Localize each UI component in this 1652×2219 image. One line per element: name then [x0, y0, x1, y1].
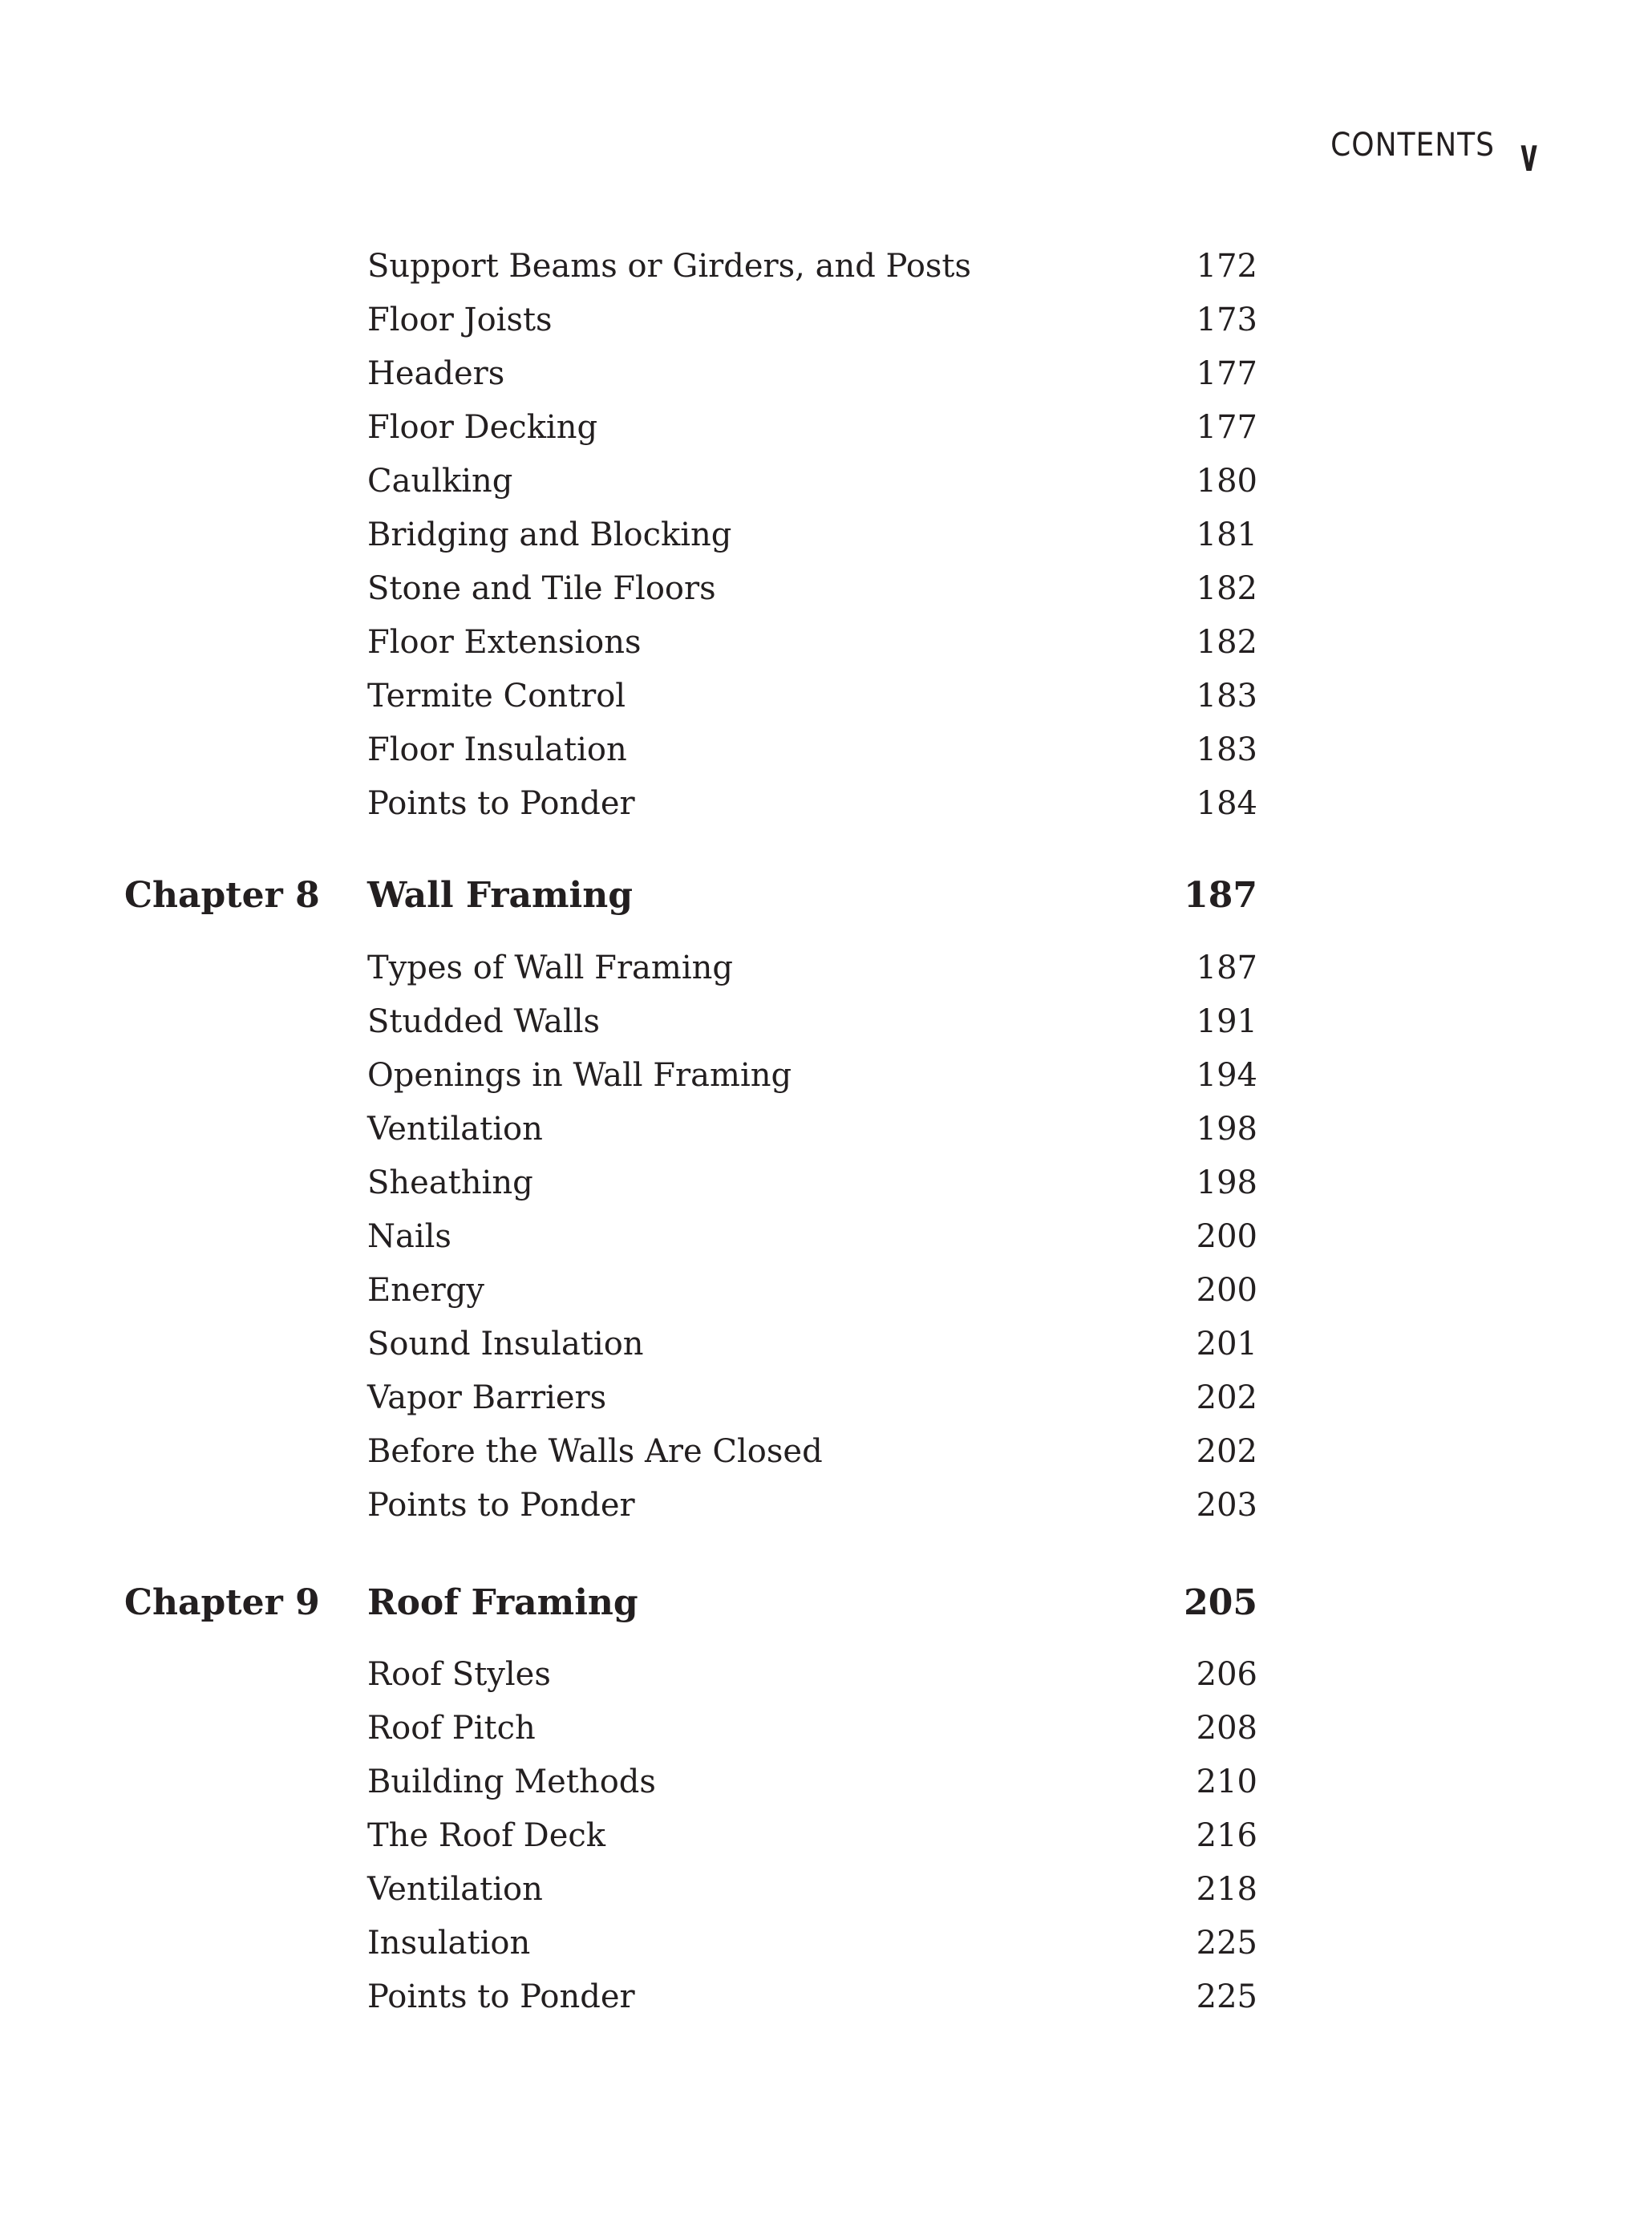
toc-entry-page: 187 — [1196, 950, 1257, 986]
toc-entry[interactable] — [367, 304, 1257, 336]
toc-entry[interactable] — [367, 1925, 1257, 1962]
toc-entry-title: Types of Wall Framing — [367, 950, 733, 986]
toc-entry-title: Floor Insulation — [367, 731, 627, 768]
toc-entry[interactable] — [367, 570, 1257, 607]
toc-entry-page: 177 — [1196, 355, 1257, 392]
toc-entry[interactable] — [367, 731, 1257, 768]
toc-entry[interactable] — [367, 1057, 1257, 1094]
toc-entry[interactable] — [367, 1487, 1257, 1524]
toc-entry[interactable] — [367, 1272, 1257, 1309]
toc-entry-title: Roof Styles — [367, 1656, 551, 1693]
toc-entry-page: 225 — [1196, 1978, 1257, 2015]
toc-entry-page: 218 — [1196, 1871, 1257, 1908]
toc-entry-page: 200 — [1196, 1272, 1257, 1309]
toc-entry-page: 198 — [1196, 1111, 1257, 1148]
toc-entry[interactable] — [367, 1379, 1257, 1416]
toc-entry[interactable] — [367, 1978, 1257, 2015]
toc-entry-page: 202 — [1196, 1433, 1257, 1470]
chapter-page: 187 — [1184, 875, 1257, 916]
toc-entry-page: 198 — [1196, 1164, 1257, 1201]
toc-entry-page: 225 — [1196, 1925, 1257, 1962]
toc-entry[interactable] — [367, 1658, 1257, 1691]
toc-entry[interactable] — [367, 463, 1257, 500]
toc-entry-title: Floor Decking — [367, 409, 598, 446]
toc-entry-page: 184 — [1196, 785, 1257, 822]
toc-entry[interactable] — [367, 1435, 1257, 1468]
toc-entry-page: 182 — [1196, 624, 1257, 661]
chapter-label: Chapter 8 — [124, 875, 320, 916]
toc-entry[interactable] — [367, 1218, 1257, 1255]
toc-entry-title: Vapor Barriers — [367, 1379, 607, 1416]
toc-entry-page: 216 — [1196, 1817, 1257, 1854]
toc-entry-page: 194 — [1196, 1057, 1257, 1094]
toc-entry-title: Points to Ponder — [367, 1487, 635, 1524]
toc-entry-page: 210 — [1196, 1763, 1257, 1800]
toc-entry-page: 206 — [1196, 1656, 1257, 1693]
chapter-heading-8[interactable] — [124, 875, 1257, 916]
toc-entry-page: 177 — [1196, 409, 1257, 446]
chapter-page: 205 — [1184, 1582, 1257, 1623]
toc-entry[interactable] — [367, 1003, 1257, 1040]
toc-entry-title: Sound Insulation — [367, 1326, 644, 1363]
toc-entry[interactable] — [367, 409, 1257, 446]
toc-entry-page: 173 — [1196, 302, 1257, 338]
toc-entry[interactable] — [367, 248, 1257, 285]
toc-entry[interactable] — [367, 785, 1257, 822]
toc-entry[interactable] — [367, 516, 1257, 553]
chapter-label: Chapter 9 — [124, 1582, 320, 1623]
toc-entry-title: Ventilation — [367, 1871, 543, 1908]
toc-entry-title: Points to Ponder — [367, 1978, 635, 2015]
toc-entry-page: 183 — [1196, 678, 1257, 715]
chapter-title: Roof Framing — [367, 1582, 638, 1623]
toc-entry-title: Energy — [367, 1272, 484, 1309]
toc-entry-page: 180 — [1196, 463, 1257, 500]
toc-entry-page: 201 — [1196, 1326, 1257, 1363]
toc-entry[interactable] — [367, 1326, 1257, 1363]
toc-entry-page: 202 — [1196, 1379, 1257, 1416]
toc-entry[interactable] — [367, 624, 1257, 661]
toc-entry-title: Support Beams or Girders, and Posts — [367, 248, 972, 285]
toc-entry[interactable] — [367, 1710, 1257, 1747]
toc-entry-page: 182 — [1196, 570, 1257, 607]
toc-entry-title: Openings in Wall Framing — [367, 1057, 792, 1094]
toc-entry-title: Ventilation — [367, 1111, 543, 1148]
toc-entry-title: Points to Ponder — [367, 785, 635, 822]
chapter-heading-9[interactable] — [124, 1582, 1257, 1623]
toc-entry-title: Nails — [367, 1218, 451, 1255]
toc-entry[interactable] — [367, 1111, 1257, 1148]
toc-entry[interactable] — [367, 1817, 1257, 1854]
toc-entry-title: Bridging and Blocking — [367, 516, 732, 553]
toc-entry-page: 191 — [1196, 1003, 1257, 1040]
toc-entry-title: Floor Extensions — [367, 624, 642, 661]
toc-entry[interactable] — [367, 952, 1257, 984]
toc-entry-page: 181 — [1196, 516, 1257, 553]
toc-entry[interactable] — [367, 1871, 1257, 1908]
toc-entry[interactable] — [367, 355, 1257, 392]
running-head — [1330, 120, 1548, 182]
chapter-title: Wall Framing — [367, 875, 634, 916]
toc-entry-title: Insulation — [367, 1925, 531, 1962]
toc-entry-page: 208 — [1196, 1710, 1257, 1747]
toc-entry-title: Building Methods — [367, 1763, 656, 1800]
toc-entry-title: Before the Walls Are Closed — [367, 1433, 823, 1470]
toc-entry[interactable] — [367, 678, 1257, 715]
toc-entry[interactable] — [367, 1164, 1257, 1201]
toc-entry-title: The Roof Deck — [367, 1817, 606, 1854]
running-head-label: CONTENTS — [1330, 127, 1495, 164]
toc-entry-title: Caulking — [367, 463, 513, 500]
toc-entry-title: Stone and Tile Floors — [367, 570, 716, 607]
toc-entry-page: 203 — [1196, 1487, 1257, 1524]
toc-entry-title: Roof Pitch — [367, 1710, 536, 1747]
toc-entry-title: Studded Walls — [367, 1003, 601, 1040]
toc-entry-page: 172 — [1196, 248, 1257, 285]
page-number: v — [1520, 128, 1538, 182]
toc-entry-page: 200 — [1196, 1218, 1257, 1255]
toc-entry[interactable] — [367, 1763, 1257, 1800]
toc-entry-title: Floor Joists — [367, 302, 553, 338]
toc-entry-page: 183 — [1196, 731, 1257, 768]
toc-entry-title: Sheathing — [367, 1164, 533, 1201]
toc-entry-title: Termite Control — [367, 678, 626, 715]
toc-entry-title: Headers — [367, 355, 505, 392]
